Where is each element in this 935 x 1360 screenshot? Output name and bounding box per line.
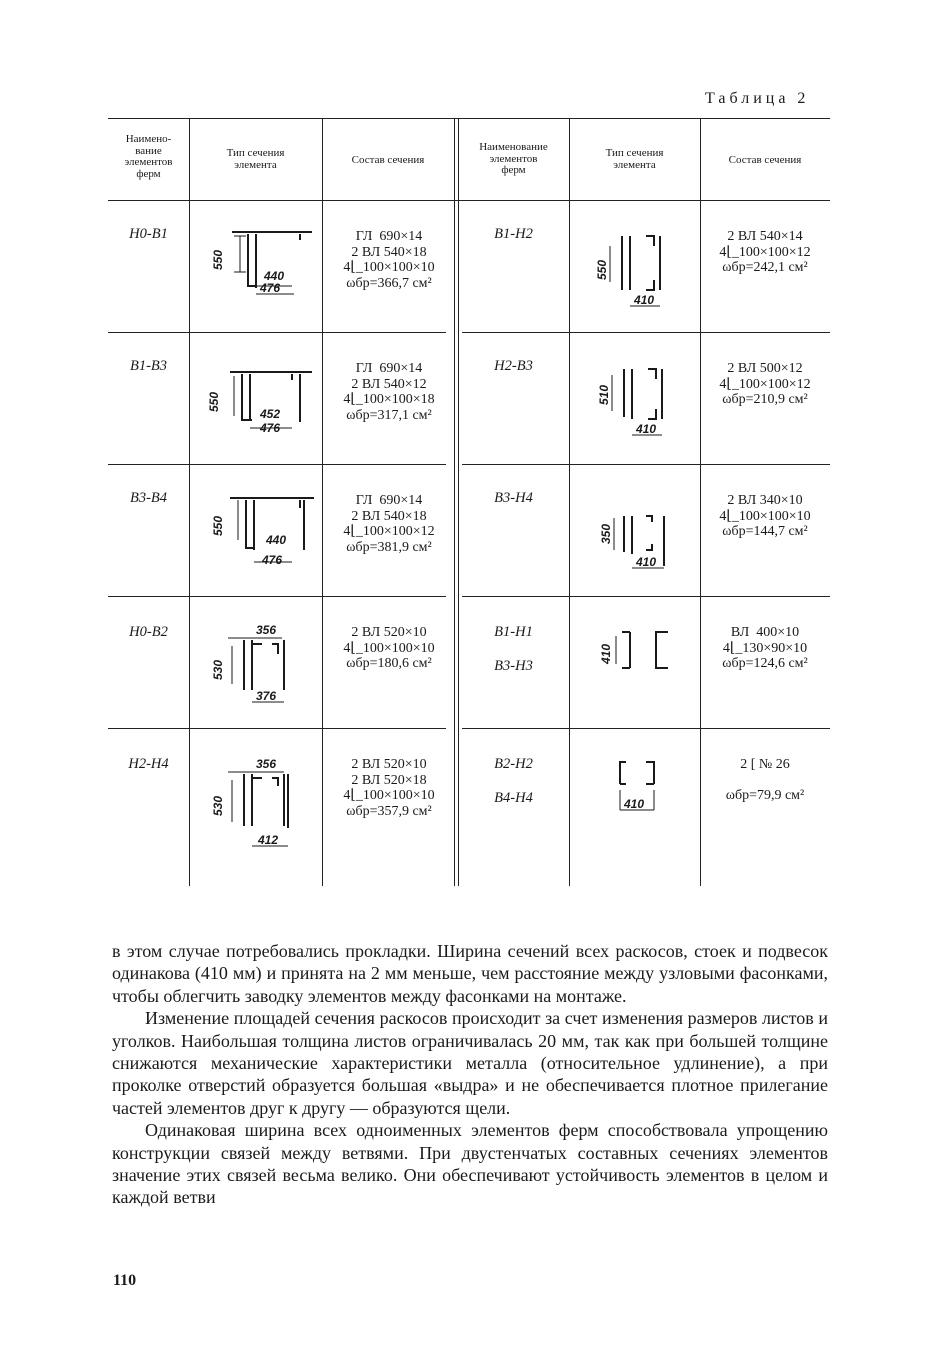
section-composition: 2 ВЛ 500×12 4⌊_100×100×12 ωбр=210,9 см² bbox=[719, 361, 811, 407]
dimension-label: 550 bbox=[595, 259, 609, 280]
dimension-label: 410 bbox=[634, 293, 655, 307]
element-name: B4-H4 bbox=[494, 790, 533, 806]
row-rule bbox=[462, 596, 830, 597]
channel-section-drawing bbox=[584, 510, 694, 580]
section-composition: ВЛ 400×10 4⌊_130×90×10 ωбр=124,6 см² bbox=[722, 625, 808, 671]
element-name: B1-H1 bbox=[494, 624, 533, 640]
header-section-type: Тип сечения элемента bbox=[226, 147, 285, 171]
table-caption: Таблица 2 bbox=[705, 90, 810, 107]
table-top-rule bbox=[108, 118, 830, 119]
row-rule bbox=[108, 596, 446, 597]
row-rule bbox=[108, 332, 446, 333]
dimension-label: 410 bbox=[636, 555, 657, 569]
sections-table bbox=[108, 118, 830, 888]
element-name: B3-H4 bbox=[494, 490, 533, 506]
dimension-label: 476 bbox=[262, 553, 283, 567]
channel-section-drawing bbox=[584, 228, 694, 310]
dimension-label: 410 bbox=[599, 643, 613, 664]
channel-section-drawing bbox=[584, 363, 694, 443]
section-composition: 2 ВЛ 520×10 4⌊_100×100×10 ωбр=180,6 см² bbox=[343, 625, 435, 671]
angle-section-drawing bbox=[584, 628, 694, 672]
dimension-label: 410 bbox=[636, 422, 657, 436]
row-rule bbox=[108, 728, 446, 729]
dimension-label: 356 bbox=[256, 623, 277, 637]
section-composition: 2 [ № 26 ωбр=79,9 см² bbox=[725, 757, 805, 803]
dimension-label: 440 bbox=[264, 269, 285, 283]
channel-pair-section-drawing bbox=[584, 754, 694, 820]
header-bottom-rule bbox=[108, 200, 830, 201]
row-rule bbox=[462, 332, 830, 333]
element-name: B2-H2 bbox=[494, 756, 533, 772]
header-section-type: Тип сечения элемента bbox=[605, 147, 664, 171]
dimension-label: 476 bbox=[260, 421, 281, 435]
body-text bbox=[112, 940, 828, 1209]
dimension-label: 476 bbox=[260, 281, 281, 295]
element-name: B3-B4 bbox=[129, 490, 168, 506]
column-rule bbox=[189, 118, 190, 886]
column-rule bbox=[569, 118, 570, 886]
dimension-label: 550 bbox=[211, 515, 225, 536]
header-section-composition: Состав сечения bbox=[728, 154, 802, 166]
i-beam-section-drawing bbox=[192, 356, 320, 438]
section-composition: 2 ВЛ 520×10 2 ВЛ 520×18 4⌊_100×100×10 ωбр=357,9 см² bbox=[343, 757, 435, 819]
element-name: B1-B3 bbox=[129, 358, 168, 374]
paragraph: Изменение площадей сечения раскосов происходит за счет изменения размеров листов и уголков. Наибольшая толщина листов ограничивалась 20 мм, так как при большей толщине снижаются механические характеристики металла (относительное удлинение), а при проколке отверстий образуется большая «выдра» и не обеспечивается плотное прилегание частей элементов друг к другу — образуются щели. bbox=[112, 1008, 828, 1118]
section-composition: ГЛ 690×14 2 ВЛ 540×18 4⌊_100×100×12 ωбр=381,9 см² bbox=[343, 493, 435, 555]
dimension-label: 350 bbox=[599, 523, 613, 544]
i-beam-section-drawing bbox=[192, 488, 320, 574]
element-name: B1-H2 bbox=[494, 226, 533, 242]
section-composition: ГЛ 690×14 2 ВЛ 540×12 4⌊_100×100×18 ωбр=317,1 см² bbox=[343, 361, 435, 423]
element-name: B3-H3 bbox=[494, 658, 533, 674]
row-rule bbox=[108, 464, 446, 465]
column-rule bbox=[322, 118, 323, 886]
dimension-label: 440 bbox=[266, 533, 287, 547]
dimension-label: 452 bbox=[260, 407, 281, 421]
box-section-drawing bbox=[192, 750, 320, 856]
section-composition: 2 ВЛ 340×10 4⌊_100×100×10 ωбр=144,7 см² bbox=[719, 493, 811, 539]
header-section-composition: Состав сечения bbox=[351, 154, 425, 166]
center-double-rule bbox=[454, 118, 455, 886]
element-name: H2-B3 bbox=[494, 358, 533, 374]
header-element-names: Наименование элементов ферм bbox=[479, 141, 548, 176]
dimension-label: 376 bbox=[256, 689, 277, 703]
section-composition: ГЛ 690×14 2 ВЛ 540×18 4⌊_100×100×10 ωбр=366,7 см² bbox=[343, 229, 435, 291]
dimension-label: 410 bbox=[624, 797, 645, 811]
i-beam-section-drawing bbox=[192, 218, 320, 298]
box-section-drawing bbox=[192, 618, 320, 708]
dimension-label: 530 bbox=[211, 659, 225, 680]
header-element-names: Наимено- вание элементов ферм bbox=[124, 133, 173, 180]
paragraph: в этом случае потребовались прокладки. Ширина сечений всех раскосов, стоек и подвесок одинакова (410 мм) и принята на 2 мм меньше, чем расстояние между узловыми фасонками, чтобы облегчить заводку элементов между фасонками на монтаже. bbox=[112, 941, 828, 1006]
page-number: 110 bbox=[113, 1272, 137, 1289]
element-name: H0-B1 bbox=[129, 226, 168, 242]
dimension-label: 412 bbox=[258, 833, 279, 847]
paragraph: Одинаковая ширина всех одноименных элементов ферм способствовала упрощению конструкции связей между ветвями. При двустенчатых составных сечениях элементов значение этих связей весьма велико. Они обеспечивают устойчивость элементов в целом и каждой ветви bbox=[112, 1120, 828, 1208]
row-rule bbox=[462, 464, 830, 465]
dimension-label: 550 bbox=[211, 249, 225, 270]
element-name: H2-H4 bbox=[128, 756, 169, 772]
section-composition: 2 ВЛ 540×14 4⌊_100×100×12 ωбр=242,1 см² bbox=[719, 229, 811, 275]
element-name: H0-B2 bbox=[129, 624, 168, 640]
dimension-label: 510 bbox=[597, 384, 611, 405]
dimension-label: 530 bbox=[211, 795, 225, 816]
dimension-label: 356 bbox=[256, 757, 277, 771]
row-rule bbox=[462, 728, 830, 729]
dimension-label: 550 bbox=[207, 391, 221, 412]
